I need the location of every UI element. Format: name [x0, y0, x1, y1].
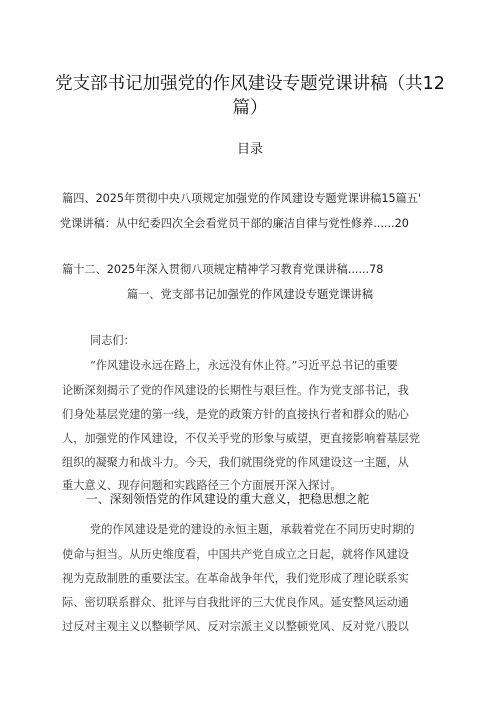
title-line-1: 党支部书记加强党的作风建设专题党课讲稿（共12	[55, 74, 445, 94]
document-title	[40, 72, 460, 120]
paragraph-line: 重大意义、现存问题和实践路径三个方面展开深入探讨。	[62, 479, 342, 492]
toc-entry[interactable]: 篇四、2025年贯彻中央八项规定加强党的作风建设专题党课讲稿15篇五'	[62, 192, 422, 205]
paragraph-line: 使命与担当。从历史维度看，中国共产党自成立之日起，就将作风建设	[62, 548, 409, 561]
paragraph-line: “作风建设永远在路上，永远没有休止符。”习近平总书记的重要	[90, 359, 398, 372]
section-heading: 一、深刻领悟党的作风建设的重大意义，把稳思想之舵	[86, 492, 370, 506]
section-title: 篇一、党支部书记加强党的作风建设专题党课讲稿	[126, 288, 374, 301]
paragraph-line: 们身处基层党建的第一线，是党的政策方针的直接执行者和群众的贴心	[62, 408, 409, 421]
paragraph-line: 组织的凝聚力和战斗力。今天，我们就围绕党的作风建设这一主题，从	[62, 456, 409, 469]
paragraph-line: 视为克敌制胜的重要法宝。在革命战争年代，我们党形成了理论联系实	[62, 572, 409, 585]
title-line-2: 篇）	[232, 98, 268, 118]
paragraph-line: 论断深刻揭示了党的作风建设的长期性与艰巨性。作为党支部书记，我	[62, 384, 409, 397]
paragraph-line: 人，加强党的作风建设，不仅关乎党的形象与威望，更直接影响着基层党	[62, 432, 421, 445]
toc-entry[interactable]: 党课讲稿：从中纪委四次全会看党员干部的廉洁自律与党性修养......20	[60, 217, 409, 230]
toc-entry[interactable]: 篇十二、2025年深入贯彻八项规定精神学习教育党课讲稿......78	[62, 263, 384, 276]
paragraph-line: 党的作风建设是党的建设的永恒主题，承载着党在不同历史时期的	[90, 523, 415, 536]
toc-heading: 目录	[236, 142, 263, 157]
salutation: 同志们：	[90, 334, 135, 347]
paragraph-line: 过反对主观主义以整顿学风、反对宗派主义以整顿党风、反对党八股以	[62, 620, 409, 633]
paragraph-line: 际、密切联系群众、批评与自我批评的三大优良作风。延安整风运动通	[62, 596, 409, 609]
